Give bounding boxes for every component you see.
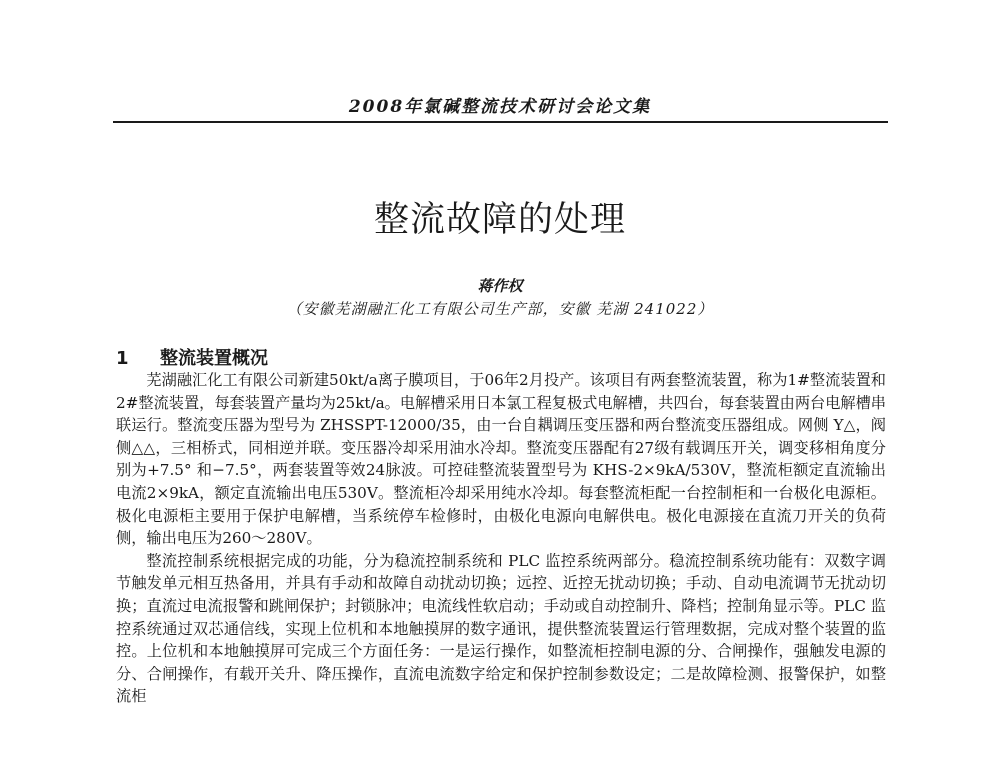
- body-paragraph: 整流控制系统根据完成的功能，分为稳流控制系统和 PLC 监控系统两部分。稳流控制系统功能有：双数字调节触发单元相互热备用，并具有手动和故障自动扰动切换；远控、近控无扰动切换；手动、自动电流调节无扰动切换；直流过电流报警和跳闸保护；封锁脉冲；电流线性软启动；手动或自动控制升、降档；控制角显示等。PLC 监控系统通过双芯通信线，实现上位机和本地触摸屏的数字通讯，提供整流装置运行管理数据，完成对整个装置的监控。上位机和本地触摸屏可完成三个方面任务：一是运行操作，如整流柜控制电源的分、合闸操作，强触发电源的分、合闸操作，有载开关升、降压操作，直流电流数字给定和保护控制参数设定；二是故障检测、报警保护，如整流柜: [116, 551, 886, 706]
- header-rule: [113, 121, 888, 123]
- section-heading: [116, 344, 268, 370]
- section-title: 整流装置概况: [160, 348, 268, 369]
- section-body: [116, 369, 886, 708]
- section-number: 1: [116, 348, 129, 369]
- author-name: 蒋作权: [477, 277, 523, 295]
- body-paragraph: 芜湖融汇化工有限公司新建50kt/a离子膜项目，于06年2月投产。该项目有两套整流装置，称为1#整流装置和2#整流装置，每套装置产量均为25kt/a。电解槽采用日本氯工程复极式电解槽，共四台，每套装置由两台电解槽串联运行。整流变压器为型号为 ZHSSPT-12000/35，由一台自耦调压变压器和两台整流变压器组成。网侧 Y△，阀侧△△，三相桥式，同相逆并联。变压器冷却采用油水冷却。整流变压器配有27级有载调压开关，调变移相角度分别为+7.5° 和−7.5°，两套装置等效24脉波。可控硅整流装置型号为 KHS-2×9kA/530V，整流柜额定直流输出电流2×9kA，额定直流输出电压530V。整流柜冷却采用纯水冷却。每套整流柜配一台控制柜和一台极化电源柜。极化电源柜主要用于保护电解槽，当系统停车检修时，由极化电源向电解供电。极化电源接在直流刀开关的负荷侧，输出电压为260～280V。: [116, 371, 886, 548]
- paper-title: 整流故障的处理: [373, 200, 626, 240]
- author-affiliation: （安徽芜湖融汇化工有限公司生产部，安徽 芜湖 241022）: [286, 300, 714, 318]
- running-header: 2008年氯碱整流技术研讨会论文集: [348, 97, 652, 117]
